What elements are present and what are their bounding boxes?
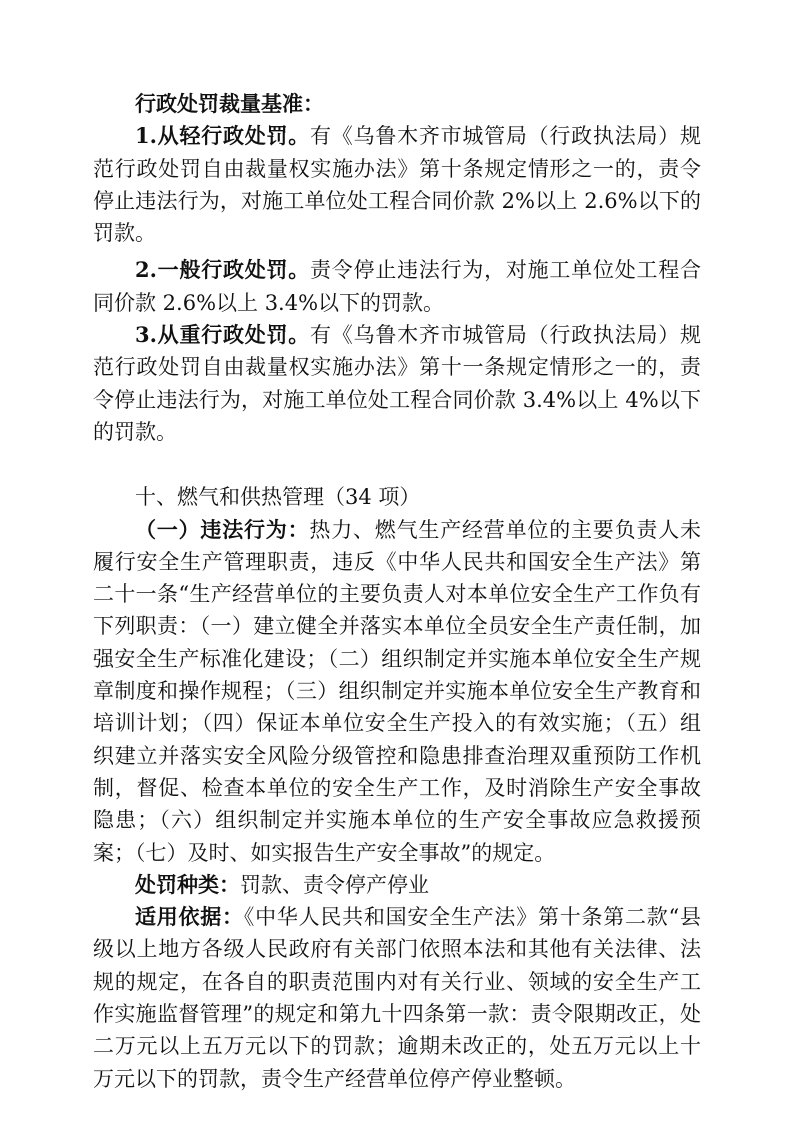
violation-paragraph <box>93 514 701 869</box>
discretion-standard-heading: 行政处罚裁量基准： <box>135 91 324 116</box>
penalty-type-paragraph <box>93 869 701 901</box>
document-body <box>93 88 701 1095</box>
general-penalty-paragraph <box>93 254 701 319</box>
penalty-type-label: 处罚种类： <box>135 871 240 897</box>
severe-penalty-paragraph <box>93 319 701 448</box>
severe-penalty-text: 有《乌鲁木齐市城管局（行政执法局）规范行政处罚自由裁量权实施办法》第十一条规定情形之一的，责令停止违法行为，对施工单位处工程合同价款 3.4%以上 4%以下的罚款。 <box>93 323 701 444</box>
legal-basis-paragraph <box>93 901 701 1095</box>
section-title: 十、燃气和供热管理（34 项） <box>135 485 421 510</box>
violation-text: 热力、燃气生产经营单位的主要负责人未履行安全生产管理职责，违反《中华人民共和国安全生产法》第二十一条“生产经营单位的主要负责人对本单位安全生产工作负有下列职责：（一）建立健全并落实本单位全员安全生产责任制，加强安全生产标准化建设；（二）组织制定并实施本单位安全生产规章制度和操作规程；（三）组织制定并实施本单位安全生产教育和培训计划；（四）保证本单位安全生产投入的有效实施；（五）组织建立并落实安全风险分级管控和隐患排查治理双重预防工作机制，督促、检查本单位的安全生产工作，及时消除生产安全事故隐患；（六）组织制定并实施本单位的生产安全事故应急救援预案；（七）及时、如实报告生产安全事故”的规定。 <box>93 517 702 865</box>
violation-label: （一）违法行为： <box>135 516 310 542</box>
lenient-penalty-label: 1.从轻行政处罚。 <box>135 123 311 149</box>
legal-basis-text: 《中华人民共和国安全生产法》第十条第二款“县级以上地方各级人民政府有关部门依照本法和其他有关法律、法规的规定，在各自的职责范围内对有关行业、领域的安全生产工作实施监督管理”的规定和第九十四条第一款：责令限期改正，处二万元以上五万元以下的罚款；逾期未改正的，处五万元以上十万元以下的罚款，责令生产经营单位停产停业整顿。 <box>93 905 702 1091</box>
general-penalty-label: 2.一般行政处罚。 <box>135 257 311 283</box>
general-penalty-text: 责令停止违法行为，对施工单位处工程合同价款 2.6%以上 3.4%以下的罚款。 <box>93 258 701 315</box>
legal-basis-label: 适用依据： <box>135 904 244 930</box>
penalty-type-text: 罚款、责令停产停业 <box>240 872 429 897</box>
lenient-penalty-text: 有《乌鲁木齐市城管局（行政执法局）规范行政处罚自由裁量权实施办法》第十条规定情形之一的，责令停止违法行为，对施工单位处工程合同价款 2%以上 2.6%以下的罚款。 <box>93 124 701 246</box>
lenient-penalty-paragraph <box>93 120 701 249</box>
section-spacer <box>93 448 701 481</box>
severe-penalty-label: 3.从重行政处罚。 <box>135 322 311 348</box>
